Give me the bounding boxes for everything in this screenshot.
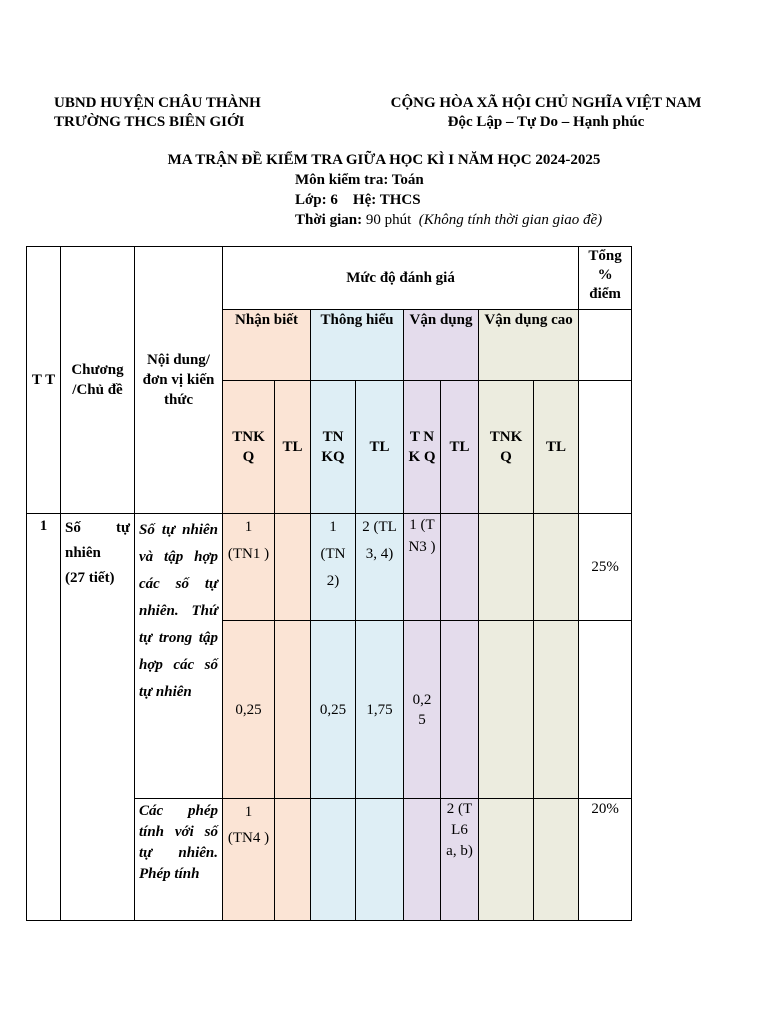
- country-name: CỘNG HÒA XÃ HỘI CHỦ NGHĨA VIỆT NAM: [390, 95, 702, 111]
- time-label: Thời gian:: [295, 212, 363, 228]
- doc-title: MA TRẬN ĐỀ KIỂM TRA GIỮA HỌC KÌ I NĂM HỌC 2024-2025: [167, 152, 601, 168]
- empty-cell: [579, 310, 632, 381]
- exam-info: [295, 170, 602, 230]
- school-name: TRƯỜNG THCS BIÊN GIỚI: [54, 114, 245, 130]
- subject-label: Môn kiểm tra:: [295, 172, 389, 188]
- r1b-tong: [579, 621, 632, 799]
- r2-th-tnkq: [311, 799, 356, 921]
- r1a-nb-tl: [275, 514, 311, 621]
- r1b-nb-tnkq: 0,25: [223, 621, 275, 799]
- time-value: 90 phút: [365, 212, 412, 228]
- r2-th-tl: [356, 799, 404, 921]
- level-van-dung-cao: Vận dụng cao: [479, 310, 579, 381]
- system-label: Hệ:: [352, 192, 377, 208]
- r2-vd-tl: 2 (T L6 a, b): [441, 799, 479, 921]
- row1-noidung: Số tự nhiên và tập hợp các số tự nhiên. Thứ tự trong tập hợp các số tự nhiên: [135, 514, 223, 799]
- r1a-tong: 25%: [579, 514, 632, 621]
- r1a-vd-tnkq: 1 (T N3 ): [404, 514, 441, 621]
- empty-cell: [579, 381, 632, 514]
- sub-th-tnkq: TN KQ: [311, 381, 356, 514]
- time-note: (Không tính thời gian giao đề): [418, 212, 603, 228]
- r1a-th-tl: 2 (TL 3, 4): [356, 514, 404, 621]
- level-nhan-biet: Nhận biết: [223, 310, 311, 381]
- r1b-vd-tnkq: 0,2 5: [404, 621, 441, 799]
- r1a-vc-tnkq: [479, 514, 534, 621]
- r2-nb-tl: [275, 799, 311, 921]
- header-chuong: Chương /Chủ đề: [61, 247, 135, 514]
- sub-vd-tnkq: T N K Q: [404, 381, 441, 514]
- system-value: THCS: [379, 192, 421, 208]
- sub-vc-tl: TL: [534, 381, 579, 514]
- r1a-nb-tnkq: 1 (TN1 ): [223, 514, 275, 621]
- grade-value: 6: [330, 192, 338, 208]
- level-van-dung: Vận dụng: [404, 310, 479, 381]
- header-tt: T T: [27, 247, 61, 514]
- row1-chuong-name: Số tự nhiên: [65, 520, 130, 561]
- header-tong: Tổng % điểm: [579, 247, 632, 310]
- row1-chuong: [61, 514, 135, 921]
- r1b-vc-tl: [534, 621, 579, 799]
- r1b-nb-tl: [275, 621, 311, 799]
- r2-vc-tnkq: [479, 799, 534, 921]
- grade-label: Lớp:: [295, 192, 327, 208]
- school-header: [54, 94, 261, 132]
- header-noidung: Nội dung/đơn vị kiến thức: [135, 247, 223, 514]
- row2-noidung: Các phép tính với số tự nhiên. Phép tính: [135, 799, 223, 921]
- sub-nb-tl: TL: [275, 381, 311, 514]
- subject-value: Toán: [391, 172, 424, 188]
- r1a-vd-tl: [441, 514, 479, 621]
- sub-vd-tl: TL: [441, 381, 479, 514]
- sub-vc-tnkq: TNK Q: [479, 381, 534, 514]
- sub-th-tl: TL: [356, 381, 404, 514]
- r2-vd-tnkq: [404, 799, 441, 921]
- r1a-th-tnkq: 1 (TN 2): [311, 514, 356, 621]
- motto: Độc Lập – Tự Do – Hạnh phúc: [447, 114, 645, 130]
- r1b-th-tl: 1,75: [356, 621, 404, 799]
- national-header: [376, 94, 716, 132]
- r1b-vd-tl: [441, 621, 479, 799]
- r2-nb-tnkq: 1 (TN4 ): [223, 799, 275, 921]
- r2-tong: 20%: [579, 799, 632, 921]
- district-name: UBND HUYỆN CHÂU THÀNH: [54, 95, 261, 111]
- r1b-vc-tnkq: [479, 621, 534, 799]
- r1a-vc-tl: [534, 514, 579, 621]
- row1-tt: 1: [27, 514, 61, 921]
- sub-nb-tnkq: TNK Q: [223, 381, 275, 514]
- r2-vc-tl: [534, 799, 579, 921]
- matrix-table: [26, 246, 632, 921]
- r1b-th-tnkq: 0,25: [311, 621, 356, 799]
- row1-chuong-tiet: (27 tiết): [65, 570, 115, 586]
- header-mucdo: Mức độ đánh giá: [223, 247, 579, 310]
- level-thong-hieu: Thông hiểu: [311, 310, 404, 381]
